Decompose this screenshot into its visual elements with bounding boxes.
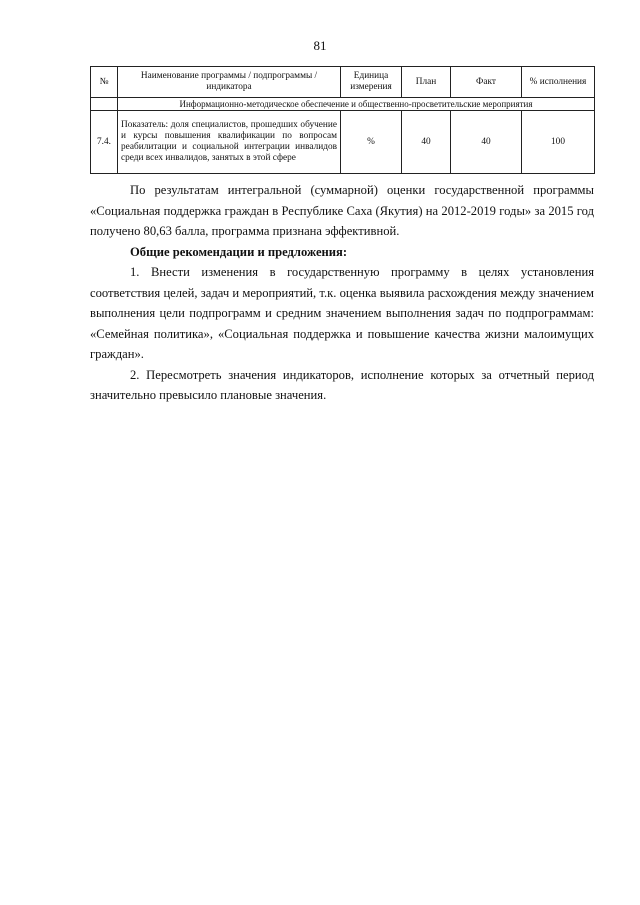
body-text	[90, 180, 594, 406]
header-fact: Факт	[451, 67, 522, 98]
row-plan: 40	[402, 111, 451, 174]
recommendation-item-1: 1. Внести изменения в государственную программу в целях установления соответствия целей, задач и мероприятий, т.к. оценка выявила расхождения между значением выполнения цели подпрограмм и средним значением выполнения задач по подпрограммам: «Семейная политика», «Социальная поддержка и повышение качества жизни малоимущих граждан».	[90, 265, 594, 361]
page-number: 81	[313, 38, 327, 53]
indicators-table	[90, 66, 595, 174]
header-plan: План	[402, 67, 451, 98]
section-row	[91, 98, 595, 111]
header-name: Наименование программы / подпрограммы / индикатора	[118, 67, 341, 98]
row-indicator-name: Показатель: доля специалистов, прошедших обучение и курсы повышения квалификации по вопросам реабилитации и социальной интеграции инвалидов среди всех инвалидов, занятых в этой сфере	[118, 111, 341, 174]
row-number: 7.4.	[91, 111, 118, 174]
row-unit: %	[341, 111, 402, 174]
row-percent: 100	[522, 111, 595, 174]
section-title: Информационно-методическое обеспечение и общественно-просветительские мероприятия	[118, 98, 595, 111]
header-unit: Единица измерения	[341, 67, 402, 98]
header-number: №	[91, 67, 118, 98]
table-header-row	[91, 67, 595, 98]
section-empty-cell	[91, 98, 118, 111]
header-percent: % исполнения	[522, 67, 595, 98]
summary-paragraph: По результатам интегральной (суммарной) оценки государственной программы «Социальная поддержка граждан в Республике Саха (Якутия) на 2012-2019 годы» за 2015 год получено 80,63 балла, программа признана эффективной.	[90, 183, 594, 238]
recommendations-heading: Общие рекомендации и предложения:	[130, 244, 348, 259]
recommendation-item-2: 2. Пересмотреть значения индикаторов, исполнение которых за отчетный период значительно превысило плановые значения.	[90, 367, 594, 402]
row-fact: 40	[451, 111, 522, 174]
table-row	[91, 111, 595, 174]
